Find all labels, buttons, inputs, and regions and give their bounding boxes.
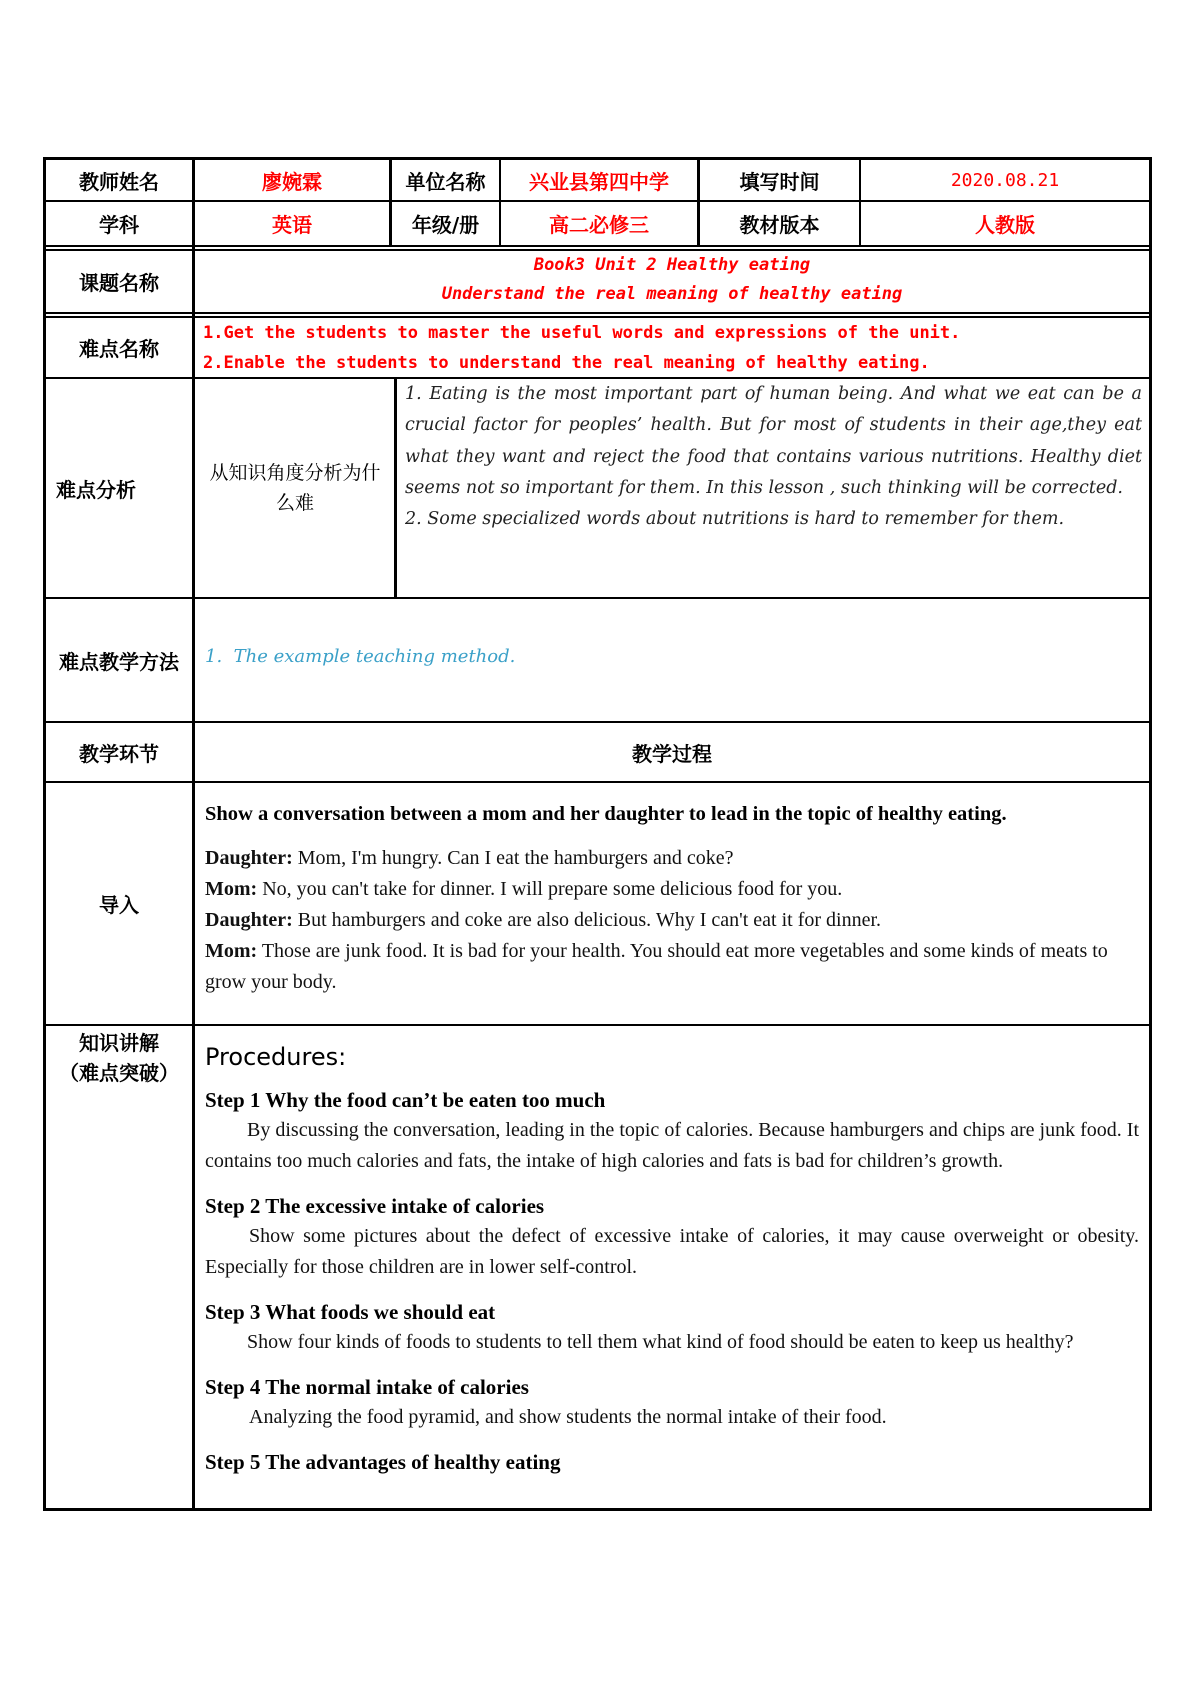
topic-content [195,251,1149,312]
teacher-name-value: 廖婉霖 [262,169,322,194]
knowledge-label [46,1028,192,1088]
grade-value: 高二必修三 [549,213,649,237]
knowledge-label-main: 知识讲解 [79,1031,159,1055]
dialog-line-3 [205,905,1140,936]
analysis-text-1: 1. Eating is the most important part of human being. And what we eat can be a crucial factor for peoples’ health. But for most of students in their age,they eat what they want and reject the food that contains various nutritions. Healthy diet seems not so important for them. In this lesson , such thinking will be corrected. [405,384,1142,498]
topic-label: 课题名称 [79,271,159,295]
subject-label: 学科 [99,213,139,237]
method-text: 1. The example teaching method. [205,646,516,667]
step-text: Analyzing the food pyramid, and show students the normal intake of their food. [249,1406,887,1428]
dialog-text: No, you can't take for dinner. I will prepare some delicious food for you. [257,878,843,900]
fill-date-label: 填写时间 [739,169,820,194]
step-title: Step 4 The normal intake of calories [205,1375,529,1399]
step-title: Step 1 Why the food can’t be eaten too much [205,1088,606,1112]
step-text: Show some pictures about the defect of excessive intake of calories, it may cause overweight or obesity. Especially for those children are in lower self-control. [205,1225,1139,1278]
step-5 [205,1447,1139,1477]
fill-date-value: 2020.08.21 [950,169,1060,191]
unit-name-label: 单位名称 [405,169,486,194]
teacher-name-label: 教师姓名 [79,169,159,194]
difficulty-content [203,318,1143,377]
dialog-speaker: Daughter: [205,909,293,931]
method-label: 难点教学方法 [59,649,179,674]
step-title: Step 2 The excessive intake of calories [205,1194,545,1218]
process-title: 教学过程 [632,741,712,766]
dialog-line-2 [205,874,1140,905]
analysis-text-2: 2. Some specialized words about nutritions is hard to remember for them. [405,509,1065,530]
intro-content [205,799,1140,998]
step-title: Step 5 The advantages of healthy eating [205,1450,561,1474]
dialog-line-4 [205,936,1140,998]
dialog-text: But hamburgers and coke are also delicious. Why I can't eat it for dinner. [292,909,882,931]
dialog-line-1 [205,843,1140,874]
step-2 [205,1191,1139,1283]
edition-value: 人教版 [975,213,1035,237]
dialog-speaker: Mom: [205,940,258,962]
subject-value: 英语 [272,213,312,237]
dialog-text: Mom, I'm hungry. Can I eat the hamburgers and coke? [292,847,734,869]
intro-heading: Show a conversation between a mom and her daughter to lead in the topic of healthy eating. [205,803,1007,825]
step-3 [205,1297,1139,1358]
step-4 [205,1372,1139,1433]
knowledge-content [205,1040,1139,1477]
process-section-label: 教学环节 [79,741,159,766]
knowledge-label-sub: （难点突破） [59,1061,179,1085]
dialog-speaker: Mom: [205,878,258,900]
grade-label: 年级/册 [411,213,480,237]
intro-label: 导入 [99,893,139,917]
difficulty-label: 难点名称 [79,337,159,361]
difficulty-line-1: 1.Get the students to master the useful words and expressions of the unit. [203,323,961,343]
step-text: Show four kinds of foods to students to tell them what kind of food should be eaten to keep us healthy? [247,1331,1074,1353]
analysis-sublabel: 从知识角度分析为什么难 [209,462,381,514]
difficulty-line-2: 2.Enable the students to understand the real meaning of healthy eating. [203,353,930,373]
dialog-text: Those are junk food. It is bad for your health. You should eat more vegetables and some kinds of meats to grow your body. [205,940,1108,993]
analysis-label: 难点分析 [56,477,136,502]
edition-label: 教材版本 [739,213,820,237]
unit-name-value: 兴业县第四中学 [529,169,669,194]
topic-line-2: Understand the real meaning of healthy eating [441,284,903,304]
dialog-speaker: Daughter: [205,847,293,869]
topic-line-1: Book3 Unit 2 Healthy eating [533,255,811,275]
analysis-content [405,379,1142,597]
procedures-heading: Procedures: [205,1043,347,1071]
step-text: By discussing the conversation, leading in the topic of calories. Because hamburgers and chips are junk food. It contains too much calories and fats, the intake of high calories and fats is bad for children’s growth. [205,1119,1139,1172]
step-title: Step 3 What foods we should eat [205,1300,496,1324]
step-1 [205,1085,1139,1177]
